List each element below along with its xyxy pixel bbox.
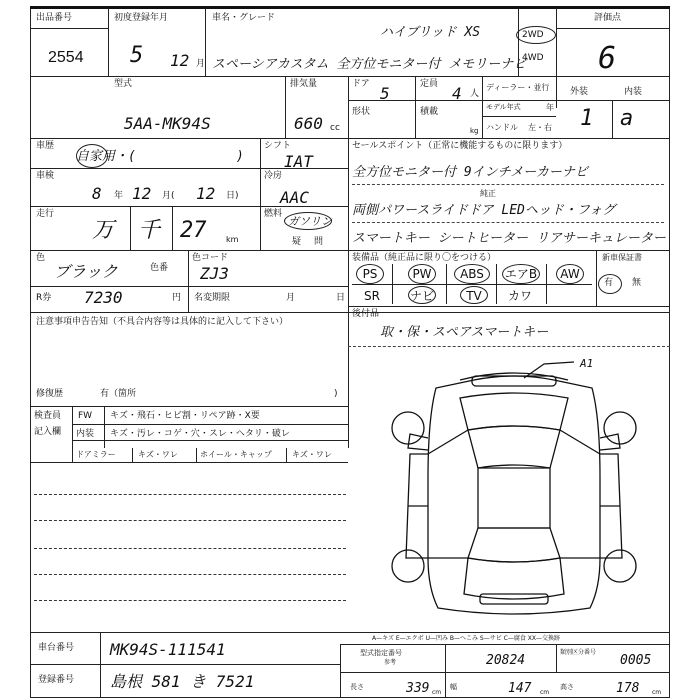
chassis-value: MK94S-111541 <box>110 640 226 659</box>
inspection-month-unit: 月( <box>162 191 175 201</box>
plate-value: 島根 581 き 7521 <box>110 672 255 691</box>
chassis-label: 車台番号 <box>38 643 75 653</box>
sales-line-2: 両側パワースライドドア LEDヘッド・フォグ <box>352 203 616 218</box>
sales-line-1: 全方位モニター付 9インチメーカーナビ <box>352 165 588 180</box>
shift-value: IAT <box>284 152 313 171</box>
equip-ps: PS <box>362 267 378 281</box>
equip-abs: ABS <box>460 267 484 281</box>
check-wheel-text: キズ・ワレ <box>292 450 332 459</box>
type-cert-ref: 参考 <box>384 659 397 666</box>
height-unit: cm <box>652 689 662 696</box>
repair-value: 有（箇所 <box>100 389 137 399</box>
recycle-value: 7230 <box>84 288 123 307</box>
equip-tv: TV <box>466 289 482 303</box>
sales-line-3: スマートキー シートヒーター リアサーキュレーター <box>352 231 666 246</box>
car-name-label: 車名・グレード <box>212 13 276 23</box>
mileage-man: 万 <box>92 218 115 243</box>
notes-label: 注意事項申告告知（不具合内容等は具体的に記入して下さい） <box>36 317 289 327</box>
inspection-month: 12 <box>132 184 152 203</box>
door-label: ドア <box>352 79 370 89</box>
door-value: 5 <box>380 84 390 103</box>
equip-airbag: エアB <box>504 267 538 281</box>
registration-month: 12 <box>170 51 190 70</box>
recycle-label: R券 <box>36 293 52 303</box>
mileage-label: 走行 <box>36 209 55 219</box>
check-mirror-text: キズ・ワレ <box>138 450 178 459</box>
check-wheel-label: ホイール・キャップ <box>200 450 272 459</box>
drive-2wd: 2WD <box>522 30 544 40</box>
usage-close: ) <box>236 149 244 164</box>
handle-label: ハンドル <box>486 123 518 132</box>
mileage-unit: km <box>226 235 239 244</box>
inspection-label: 車検 <box>36 171 55 181</box>
registration-year: 5 <box>130 43 144 68</box>
length-unit: cm <box>432 689 442 696</box>
model-label: 型式 <box>114 79 133 89</box>
length-label: 長さ <box>350 683 364 691</box>
capacity-unit: 人 <box>470 89 480 99</box>
aftermarket-value: 取・保・スペアスマートキー <box>380 325 549 340</box>
usage-label: 車歴 <box>36 141 55 151</box>
validity-label: 名変期限 <box>194 293 231 303</box>
recycle-unit: 円 <box>172 293 182 303</box>
color-code-label: 色コード <box>192 253 229 263</box>
interior-value: a <box>620 106 634 131</box>
color-value: ブラック <box>54 262 118 281</box>
mileage-sen: 千 <box>138 218 161 243</box>
repair-label: 修復歴 <box>36 389 64 399</box>
equip-pw: PW <box>412 267 432 281</box>
car-name-value: スペーシアカスタム 全方位モニター付 メモリーナビ <box>212 57 527 72</box>
height-value: 178 <box>616 681 640 696</box>
exterior-value: 1 <box>580 106 594 131</box>
repair-close: ) <box>334 389 338 399</box>
inspection-day-unit: 日) <box>226 191 239 201</box>
type-cert-label: 型式指定番号 <box>360 649 402 657</box>
check-interior-text: キズ・汚レ・コゲ・穴・スレ・ヘタリ・破レ <box>110 429 290 439</box>
width-value: 147 <box>508 681 532 696</box>
score-value: 6 <box>598 41 617 76</box>
fuel-label: 燃料 <box>264 209 283 219</box>
ac-value: AAC <box>280 188 309 207</box>
equip-navi: ナビ <box>409 289 434 303</box>
width-unit: cm <box>540 689 550 696</box>
displacement-value: 660 <box>294 114 323 133</box>
model-year-unit: 年 <box>546 103 554 112</box>
month-unit: 月 <box>196 59 206 69</box>
mileage-value: 27 <box>180 218 207 243</box>
inspection-year-unit: 年 <box>114 191 124 201</box>
score-label: 評価点 <box>594 13 622 23</box>
load-label: 積載 <box>420 107 439 117</box>
sales-points-label: セールスポイント（正常に機能するものに限ります） <box>352 141 568 151</box>
ac-label: 冷房 <box>264 171 283 181</box>
fuel-value: ガソリン <box>288 215 332 228</box>
model-year-label: モデル年式 <box>486 103 521 111</box>
shape-label: 形状 <box>352 107 371 117</box>
equip-leather: カワ <box>507 289 532 303</box>
sales-note: 純正 <box>480 189 496 198</box>
check-fw-label: FW <box>78 411 93 421</box>
check-fw-text: キズ・飛石・ヒビ割・リペア跡・X要 <box>110 411 260 421</box>
usage-value: 自家用・( <box>76 149 136 164</box>
load-unit: kg <box>470 127 479 135</box>
color-code-value: ZJ3 <box>200 264 229 283</box>
inspector-label: 検査員 <box>34 411 62 421</box>
car-body-diagram <box>364 358 664 628</box>
damage-legend: A—キズ E—エクボ U—凹み B—へこみ S—サビ C—腐食 XX—交換跡 <box>372 635 560 642</box>
equipment-label: 装備品（純正品に限り〇をつける） <box>352 253 497 263</box>
class-value: 0005 <box>620 653 652 668</box>
check-mirror-label: ドアミラー <box>76 450 116 459</box>
width-label: 幅 <box>450 683 457 691</box>
color-label: 色 <box>36 253 46 263</box>
question-label-2: 問 <box>314 237 324 247</box>
validity-day: 日 <box>336 293 346 303</box>
lot-number-value: 2554 <box>48 49 84 66</box>
grade-value: ハイブリッド XS <box>380 25 481 40</box>
top-black-bar <box>30 6 670 9</box>
warranty-yes: 有 <box>604 278 614 288</box>
model-value: 5AA-MK94S <box>124 114 211 133</box>
inspection-day: 12 <box>196 184 216 203</box>
interior-label: 内装 <box>624 87 643 97</box>
capacity-value: 4 <box>452 84 462 103</box>
exterior-label: 外装 <box>570 87 589 97</box>
warranty-no: 無 <box>632 278 642 288</box>
dealer-label: ディーラー・並行 <box>486 83 550 92</box>
color-number-label: 色番 <box>150 263 169 273</box>
class-label: 類別区分番号 <box>560 649 597 656</box>
height-label: 高さ <box>560 683 574 691</box>
validity-month: 月 <box>286 293 296 303</box>
displacement-label: 排気量 <box>290 79 318 89</box>
lot-number-label: 出品番号 <box>36 13 73 23</box>
check-interior-label: 内装 <box>76 429 95 439</box>
length-value: 339 <box>406 681 430 696</box>
capacity-label: 定員 <box>420 79 439 89</box>
type-cert-value: 20824 <box>486 653 526 668</box>
entry-label: 記入欄 <box>34 427 62 437</box>
handle-options: 左・右 <box>528 123 552 132</box>
warranty-label: 新車保証書 <box>602 253 642 262</box>
first-registration-label: 初度登録年月 <box>114 13 169 23</box>
aftermarket-label: 後付品 <box>352 309 380 319</box>
plate-label: 登録番号 <box>38 675 75 685</box>
equip-aw: AW <box>560 267 580 281</box>
shift-label: シフト <box>264 141 292 151</box>
diagram-annotation: A1 <box>580 357 594 370</box>
question-label-1: 疑 <box>292 237 302 247</box>
displacement-unit: cc <box>330 123 340 133</box>
inspection-year: 8 <box>92 184 102 203</box>
equip-sr: SR <box>364 289 380 303</box>
drive-4wd: 4WD <box>522 53 544 63</box>
